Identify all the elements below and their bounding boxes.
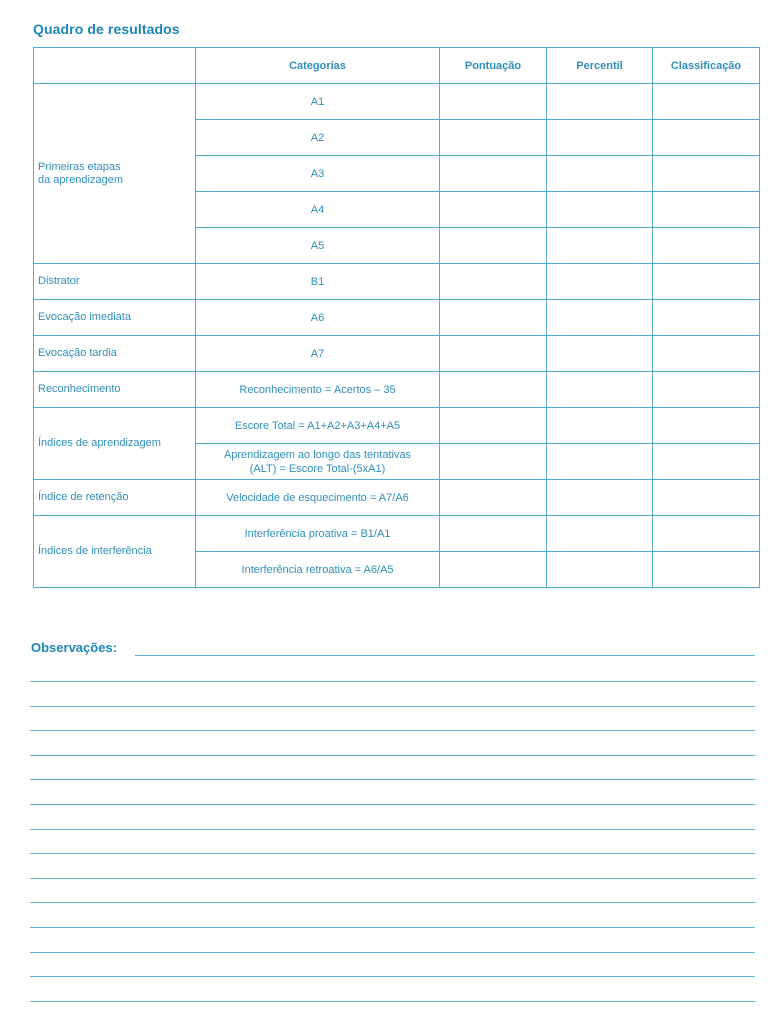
classificacao-cell[interactable] (653, 516, 760, 552)
header-pontuacao: Pontuação (440, 48, 547, 84)
pontuacao-cell[interactable] (440, 444, 547, 480)
classificacao-cell[interactable] (653, 480, 760, 516)
classificacao-cell[interactable] (653, 552, 760, 588)
percentil-cell[interactable] (547, 156, 653, 192)
table-row (34, 408, 760, 444)
pontuacao-cell[interactable] (440, 192, 547, 228)
classificacao-cell[interactable] (653, 156, 760, 192)
pontuacao-cell[interactable] (440, 552, 547, 588)
pontuacao-cell[interactable] (440, 84, 547, 120)
observacoes-line[interactable] (30, 730, 755, 731)
pontuacao-cell[interactable] (440, 408, 547, 444)
classificacao-cell[interactable] (653, 408, 760, 444)
percentil-cell[interactable] (547, 228, 653, 264)
classificacao-cell[interactable] (653, 336, 760, 372)
observacoes-line[interactable] (30, 779, 755, 780)
table-row (34, 300, 760, 336)
group-label: Distrator (34, 264, 196, 300)
category-cell: A1 (196, 84, 440, 120)
table-row (34, 264, 760, 300)
percentil-cell[interactable] (547, 372, 653, 408)
observacoes-line[interactable] (30, 1001, 755, 1002)
percentil-cell[interactable] (547, 300, 653, 336)
category-cell: A5 (196, 228, 440, 264)
page-title: Quadro de resultados (33, 21, 180, 37)
table-row (34, 84, 760, 120)
pontuacao-cell[interactable] (440, 372, 547, 408)
percentil-cell[interactable] (547, 84, 653, 120)
classificacao-cell[interactable] (653, 372, 760, 408)
group-label: Índices de interferência (34, 516, 196, 588)
observacoes-line[interactable] (30, 976, 755, 977)
pontuacao-cell[interactable] (440, 480, 547, 516)
pontuacao-cell[interactable] (440, 228, 547, 264)
category-cell: A4 (196, 192, 440, 228)
pontuacao-cell[interactable] (440, 300, 547, 336)
pontuacao-cell[interactable] (440, 516, 547, 552)
observacoes-line[interactable] (30, 952, 755, 953)
category-cell: A2 (196, 120, 440, 156)
group-label: Evocação tardia (34, 336, 196, 372)
table-row (34, 516, 760, 552)
pontuacao-cell[interactable] (440, 264, 547, 300)
percentil-cell[interactable] (547, 120, 653, 156)
classificacao-cell[interactable] (653, 264, 760, 300)
percentil-cell[interactable] (547, 444, 653, 480)
observacoes-line[interactable] (30, 681, 755, 682)
percentil-cell[interactable] (547, 408, 653, 444)
observacoes-label: Observações: (31, 640, 117, 655)
classificacao-cell[interactable] (653, 120, 760, 156)
category-cell: B1 (196, 264, 440, 300)
observacoes-line[interactable] (135, 655, 755, 656)
pontuacao-cell[interactable] (440, 120, 547, 156)
header-percentil: Percentil (547, 48, 653, 84)
category-cell: Interferência proativa = B1/A1 (196, 516, 440, 552)
percentil-cell[interactable] (547, 336, 653, 372)
category-cell: Escore Total = A1+A2+A3+A4+A5 (196, 408, 440, 444)
category-cell: Interferência retroativa = A6/A5 (196, 552, 440, 588)
results-table (33, 47, 760, 588)
group-label: Primeiras etapas da aprendizagem (34, 84, 196, 264)
table-row (34, 372, 760, 408)
table-row (34, 336, 760, 372)
group-label: Índices de aprendizagem (34, 408, 196, 480)
header-classificacao: Classificação (653, 48, 760, 84)
observacoes-line[interactable] (30, 902, 755, 903)
category-cell: A7 (196, 336, 440, 372)
category-cell: Reconhecimento = Acertos – 35 (196, 372, 440, 408)
observacoes-line[interactable] (30, 927, 755, 928)
percentil-cell[interactable] (547, 192, 653, 228)
header-group (34, 48, 196, 84)
classificacao-cell[interactable] (653, 300, 760, 336)
observacoes-line[interactable] (30, 853, 755, 854)
category-cell: A3 (196, 156, 440, 192)
classificacao-cell[interactable] (653, 228, 760, 264)
table-header-row (34, 48, 760, 84)
observacoes-line[interactable] (30, 804, 755, 805)
classificacao-cell[interactable] (653, 192, 760, 228)
category-cell: Velocidade de esquecimento = A7/A6 (196, 480, 440, 516)
percentil-cell[interactable] (547, 552, 653, 588)
observacoes-line[interactable] (30, 878, 755, 879)
table-row (34, 480, 760, 516)
percentil-cell[interactable] (547, 516, 653, 552)
group-label: Reconhecimento (34, 372, 196, 408)
percentil-cell[interactable] (547, 264, 653, 300)
classificacao-cell[interactable] (653, 84, 760, 120)
pontuacao-cell[interactable] (440, 336, 547, 372)
observacoes-line[interactable] (30, 829, 755, 830)
category-cell: Aprendizagem ao longo das tentativas (ALT) = Escore Total-(5xA1) (196, 444, 440, 480)
group-label: Índice de retenção (34, 480, 196, 516)
results-body (34, 84, 760, 588)
classificacao-cell[interactable] (653, 444, 760, 480)
category-cell: A6 (196, 300, 440, 336)
observacoes-line[interactable] (30, 755, 755, 756)
percentil-cell[interactable] (547, 480, 653, 516)
pontuacao-cell[interactable] (440, 156, 547, 192)
observacoes-line[interactable] (30, 706, 755, 707)
header-categorias: Categorias (196, 48, 440, 84)
group-label: Evocação imediata (34, 300, 196, 336)
